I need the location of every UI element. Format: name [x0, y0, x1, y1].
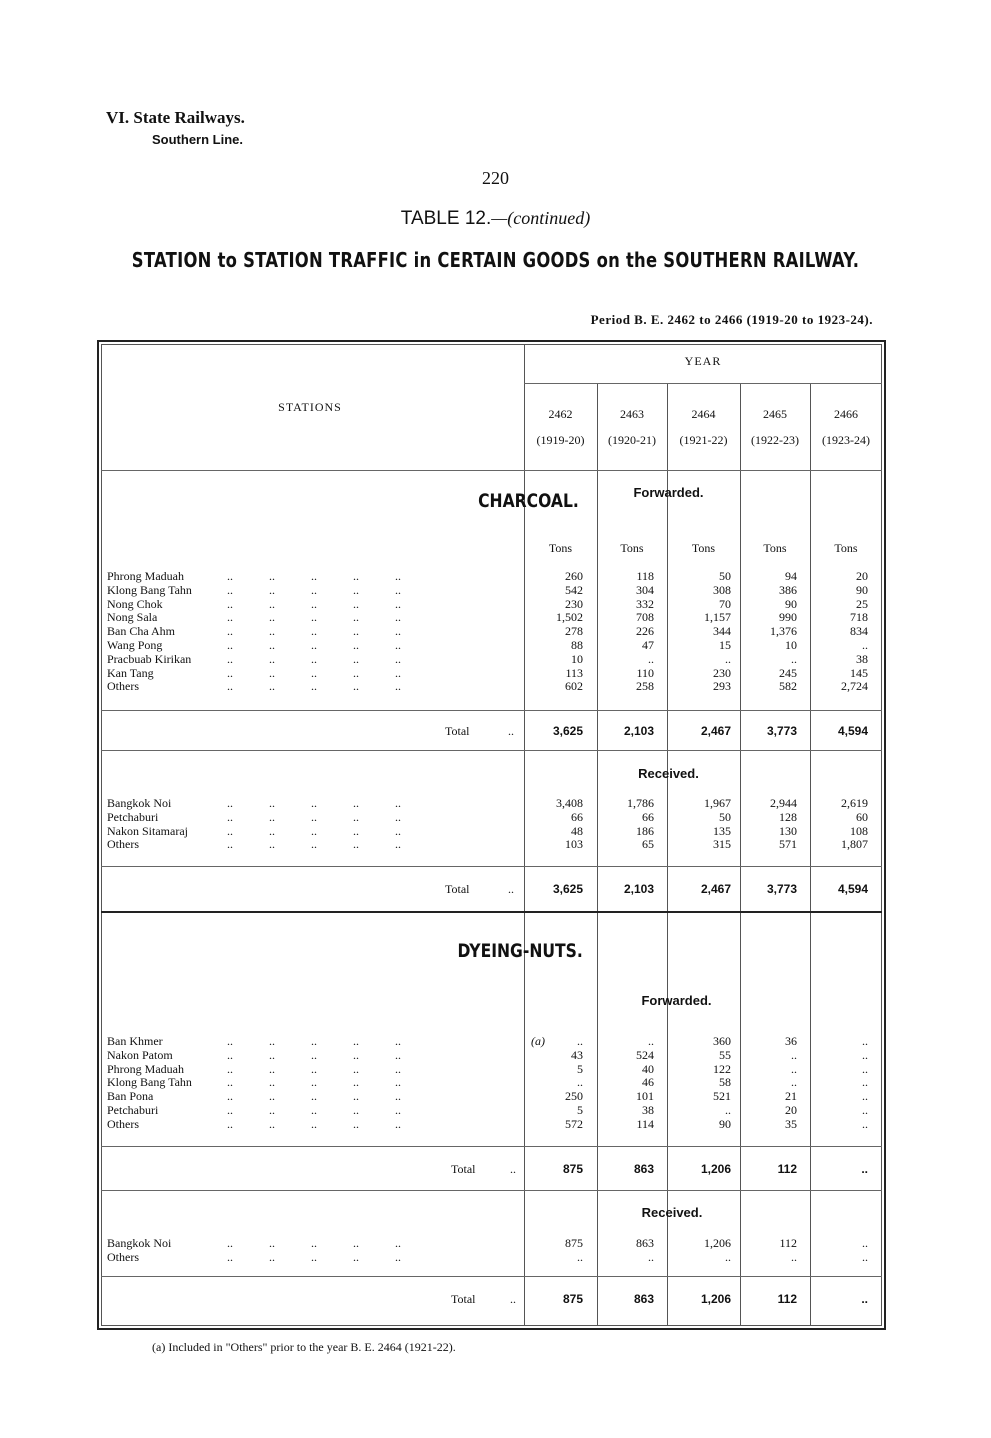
value-cell: 1,206: [704, 1236, 731, 1250]
value-cell: 114: [636, 1116, 654, 1131]
total-cell: ..: [861, 1162, 868, 1176]
value-cell: 571: [779, 837, 797, 852]
charcoal-forwarded-label: Forwarded.: [633, 485, 704, 500]
value-cell: 304: [636, 582, 654, 597]
leader-dots: .. .. .. .. ..: [227, 1061, 401, 1076]
station-name: Nong Chok: [107, 596, 163, 611]
table-title: STATION to STATION TRAFFIC in CERTAIN GOODS on the SOUTHERN RAILWAY.: [131, 248, 860, 272]
station-name: Klong Bang Tahn: [107, 1075, 192, 1090]
value-cell: ..: [862, 1249, 868, 1264]
leader-dots: .. .. .. .. ..: [227, 624, 401, 639]
value-cell: ..: [648, 1034, 654, 1048]
value-cell: 2,619: [841, 796, 868, 810]
station-name: Klong Bang Tahn: [107, 582, 192, 597]
value-cell: 90: [785, 596, 797, 611]
total-cell: 875: [562, 1292, 583, 1306]
dyeing-forwarded-label: Forwarded.: [641, 993, 712, 1008]
total-cell: 863: [633, 1162, 654, 1176]
dots: ..: [510, 1292, 516, 1306]
station-name: Others: [107, 837, 139, 852]
value-cell: 40: [642, 1061, 654, 1076]
year-ce-5: (1923-24): [822, 433, 870, 447]
value-cell: 1,376: [770, 624, 797, 639]
value-cell: 293: [713, 679, 731, 694]
table-period: Period B. E. 2462 to 2466 (1919-20 to 1923-24).: [590, 312, 873, 327]
value-cell: 50: [719, 809, 731, 824]
value-cell: 35: [785, 1116, 797, 1131]
value-cell: 90: [719, 1116, 731, 1131]
unit-tons-1: Tons: [548, 541, 573, 555]
value-cell: 48: [571, 823, 583, 838]
value-cell: 582: [779, 679, 797, 694]
leader-dots: .. .. .. .. ..: [227, 1102, 401, 1117]
station-name: Ban Pona: [107, 1089, 154, 1104]
value-cell: 1,786: [627, 796, 654, 810]
value-cell: ..: [577, 1249, 583, 1264]
rule-dye-fwd-total: [101, 1146, 882, 1147]
station-name: Pracbuab Kirikan: [107, 651, 192, 666]
value-cell: 60: [856, 809, 868, 824]
value-cell: 1,807: [841, 837, 868, 852]
value-cell: ..: [725, 651, 731, 666]
dots: ..: [510, 1162, 516, 1176]
leader-dots: .. .. .. .. ..: [227, 1089, 401, 1104]
year-ce-1: (1919-20): [536, 433, 585, 447]
value-cell: 38: [642, 1102, 654, 1117]
value-cell: 94: [785, 569, 797, 583]
value-cell: 718: [850, 610, 868, 625]
leader-dots: .. .. .. .. ..: [227, 1249, 401, 1264]
value-cell: ..: [648, 1249, 654, 1264]
dots: ..: [508, 882, 514, 896]
value-cell: 128: [779, 809, 797, 824]
value-cell: ..: [862, 1075, 868, 1090]
col-header-stations: STATIONS: [278, 400, 342, 414]
value-cell: 524: [636, 1047, 654, 1062]
value-cell: 572: [565, 1116, 583, 1131]
value-cell: 1,157: [704, 610, 731, 625]
value-cell: 20: [856, 569, 868, 583]
dyeing-note-marker: (a): [531, 1034, 545, 1048]
leader-dots: .. .. .. .. ..: [227, 596, 401, 611]
col-rule-1: [597, 383, 598, 1326]
value-cell: 2,944: [770, 796, 797, 810]
value-cell: 230: [565, 596, 583, 611]
station-name: Wang Pong: [107, 637, 163, 652]
value-cell: ..: [791, 1061, 797, 1076]
total-cell: 1,206: [700, 1162, 731, 1176]
value-cell: 36: [785, 1034, 797, 1048]
year-ce-3: (1921-22): [679, 433, 728, 447]
dots: ..: [508, 724, 514, 738]
total-cell: 3,625: [552, 724, 583, 738]
page-number: 220: [482, 168, 509, 188]
station-name: Bangkok Noi: [107, 796, 172, 810]
total-cell: 3,773: [766, 882, 797, 896]
col-rule-2: [667, 383, 668, 1326]
value-cell: 3,408: [556, 796, 583, 810]
leader-dots: .. .. .. .. ..: [227, 665, 401, 680]
value-cell: ..: [862, 1061, 868, 1076]
leader-dots: .. .. .. .. ..: [227, 1034, 401, 1048]
total-cell: ..: [861, 1292, 868, 1306]
value-cell: 113: [565, 665, 583, 680]
leader-dots: .. .. .. .. ..: [227, 809, 401, 824]
charcoal-received-label: Received.: [638, 766, 699, 781]
value-cell: ..: [577, 1034, 583, 1048]
value-cell: 20: [785, 1102, 797, 1117]
station-name: Phrong Maduah: [107, 569, 184, 583]
rule-charcoal-received: [101, 750, 882, 751]
charcoal-title: CHARCOAL.: [478, 490, 579, 512]
total-cell: 863: [633, 1292, 654, 1306]
value-cell: 55: [719, 1047, 731, 1062]
station-name: Others: [107, 679, 139, 694]
value-cell: 186: [636, 823, 654, 838]
value-cell: 25: [856, 596, 868, 611]
value-cell: 2,724: [841, 679, 868, 694]
value-cell: ..: [725, 1102, 731, 1117]
total-cell: 3,625: [552, 882, 583, 896]
value-cell: 260: [565, 569, 583, 583]
col-rule-3: [740, 383, 741, 1326]
unit-tons-2: Tons: [620, 541, 644, 555]
leader-dots: .. .. .. .. ..: [227, 651, 401, 666]
station-name: Bangkok Noi: [107, 1236, 172, 1250]
value-cell: 46: [642, 1075, 654, 1090]
table-number: TABLE 12.: [400, 208, 492, 229]
value-cell: ..: [862, 1102, 868, 1117]
unit-tons-3: Tons: [691, 541, 716, 555]
dyeing-nuts-title: DYEING-NUTS.: [457, 940, 583, 962]
leader-dots: .. .. .. .. ..: [227, 679, 401, 694]
footnote: (a) Included in "Others" prior to the year B. E. 2464 (1921-22).: [152, 1340, 456, 1354]
value-cell: 21: [785, 1089, 797, 1104]
charcoal-received-total-label: Total: [445, 882, 470, 896]
value-cell: 145: [850, 665, 868, 680]
value-cell: 66: [571, 809, 583, 824]
value-cell: ..: [862, 1236, 868, 1250]
value-cell: ..: [862, 637, 868, 652]
leader-dots: .. .. .. .. ..: [227, 837, 401, 852]
value-cell: 130: [779, 823, 797, 838]
value-cell: 108: [850, 823, 868, 838]
station-name: Others: [107, 1249, 139, 1264]
station-name: Nong Sala: [107, 610, 158, 625]
leader-dots: .. .. .. .. ..: [227, 1075, 401, 1090]
value-cell: ..: [862, 1116, 868, 1131]
value-cell: 308: [713, 582, 731, 597]
year-ce-2: (1920-21): [608, 433, 656, 447]
value-cell: 258: [636, 679, 654, 694]
line-subheading: Southern Line.: [152, 132, 243, 147]
station-name: Petchaburi: [107, 809, 159, 824]
total-cell: 875: [562, 1162, 583, 1176]
value-cell: 38: [856, 651, 868, 666]
value-cell: 90: [856, 582, 868, 597]
value-cell: 332: [636, 596, 654, 611]
year-be-2: 2463: [620, 407, 644, 421]
value-cell: 1,967: [704, 796, 731, 810]
value-cell: 88: [571, 637, 583, 652]
rule-dye-rec-total: [101, 1276, 882, 1277]
value-cell: 245: [779, 665, 797, 680]
value-cell: 122: [713, 1061, 731, 1076]
value-cell: 47: [642, 637, 654, 652]
total-cell: 3,773: [766, 724, 797, 738]
unit-tons-4: Tons: [763, 541, 787, 555]
total-cell: 2,467: [700, 882, 731, 896]
value-cell: 50: [719, 569, 731, 583]
rule-dye-received: [101, 1190, 882, 1191]
value-cell: ..: [725, 1249, 731, 1264]
year-ce-4: (1922-23): [751, 433, 799, 447]
value-cell: 135: [713, 823, 731, 838]
charcoal-forwarded-total-label: Total: [445, 724, 470, 738]
value-cell: 344: [713, 624, 731, 639]
rule-year: [524, 383, 882, 384]
value-cell: 5: [577, 1102, 583, 1117]
value-cell: 226: [636, 624, 654, 639]
total-cell: 112: [777, 1292, 797, 1306]
station-name: Nakon Sitamaraj: [107, 823, 188, 838]
table-label: [0, 208, 991, 230]
station-name: Nakon Patom: [107, 1047, 173, 1062]
station-name: Phrong Maduah: [107, 1061, 184, 1076]
value-cell: ..: [862, 1034, 868, 1048]
value-cell: 101: [636, 1089, 654, 1104]
dyeing-received-label: Received.: [641, 1205, 703, 1220]
value-cell: ..: [791, 1249, 797, 1264]
value-cell: 386: [779, 582, 797, 597]
section-heading: VI. State Railways.: [106, 108, 245, 127]
value-cell: ..: [577, 1075, 583, 1090]
leader-dots: .. .. .. .. ..: [227, 823, 401, 838]
value-cell: 112: [779, 1236, 797, 1250]
value-cell: ..: [791, 651, 797, 666]
total-cell: 4,594: [837, 724, 868, 738]
value-cell: 863: [636, 1236, 654, 1250]
value-cell: 65: [642, 837, 654, 852]
value-cell: 708: [636, 610, 654, 625]
dyeing-received-total-label: Total: [451, 1292, 476, 1306]
value-cell: ..: [648, 651, 654, 666]
value-cell: ..: [791, 1047, 797, 1062]
station-name: Ban Cha Ahm: [107, 624, 175, 639]
station-name: Petchaburi: [107, 1102, 159, 1117]
value-cell: 10: [785, 637, 797, 652]
value-cell: 230: [713, 665, 731, 680]
rule-header-bottom: [101, 470, 882, 471]
leader-dots: .. .. .. .. ..: [227, 569, 401, 583]
station-name: Kan Tang: [107, 665, 154, 680]
unit-tons-5: Tons: [834, 541, 858, 555]
rule-charcoal-fwd-total: [101, 710, 882, 711]
value-cell: 118: [636, 569, 654, 583]
total-cell: 112: [777, 1162, 797, 1176]
leader-dots: .. .. .. .. ..: [227, 610, 401, 625]
value-cell: 103: [565, 837, 583, 852]
total-cell: 4,594: [837, 882, 868, 896]
col-header-year: YEAR: [684, 354, 722, 368]
year-be-1: 2462: [548, 407, 573, 421]
value-cell: 315: [713, 837, 731, 852]
value-cell: 66: [642, 809, 654, 824]
value-cell: 110: [636, 665, 654, 680]
value-cell: 1,502: [556, 610, 583, 625]
value-cell: 990: [779, 610, 797, 625]
value-cell: 10: [571, 651, 583, 666]
value-cell: 58: [719, 1075, 731, 1090]
value-cell: 278: [565, 624, 583, 639]
value-cell: ..: [862, 1089, 868, 1104]
col-rule-4: [810, 383, 811, 1326]
station-name: Ban Khmer: [107, 1034, 163, 1048]
value-cell: 602: [565, 679, 583, 694]
total-cell: 2,103: [623, 724, 654, 738]
value-cell: 250: [565, 1089, 583, 1104]
leader-dots: .. .. .. .. ..: [227, 1236, 401, 1250]
station-name: Others: [107, 1116, 139, 1131]
rule-charcoal-rec-total: [101, 866, 882, 867]
value-cell: 521: [713, 1089, 731, 1104]
dyeing-forwarded-total-label: Total: [451, 1162, 476, 1176]
leader-dots: .. .. .. .. ..: [227, 637, 401, 652]
value-cell: 15: [719, 637, 731, 652]
value-cell: ..: [791, 1075, 797, 1090]
total-cell: 1,206: [700, 1292, 731, 1306]
leader-dots: .. .. .. .. ..: [227, 1047, 401, 1062]
value-cell: 360: [713, 1034, 731, 1048]
total-cell: 2,467: [700, 724, 731, 738]
value-cell: 70: [719, 596, 731, 611]
leader-dots: .. .. .. .. ..: [227, 1116, 401, 1131]
value-cell: 875: [565, 1236, 583, 1250]
leader-dots: .. .. .. .. ..: [227, 582, 401, 597]
value-cell: ..: [862, 1047, 868, 1062]
rule-section-break: [101, 911, 882, 913]
leader-dots: .. .. .. .. ..: [227, 796, 401, 810]
value-cell: 5: [577, 1061, 583, 1076]
table-continued: —(continued): [491, 208, 591, 228]
value-cell: 834: [850, 624, 868, 639]
year-be-5: 2466: [834, 407, 858, 421]
value-cell: 43: [571, 1047, 583, 1062]
total-cell: 2,103: [623, 882, 654, 896]
year-be-4: 2465: [763, 407, 787, 421]
value-cell: 542: [565, 582, 583, 597]
year-be-3: 2464: [691, 407, 716, 421]
